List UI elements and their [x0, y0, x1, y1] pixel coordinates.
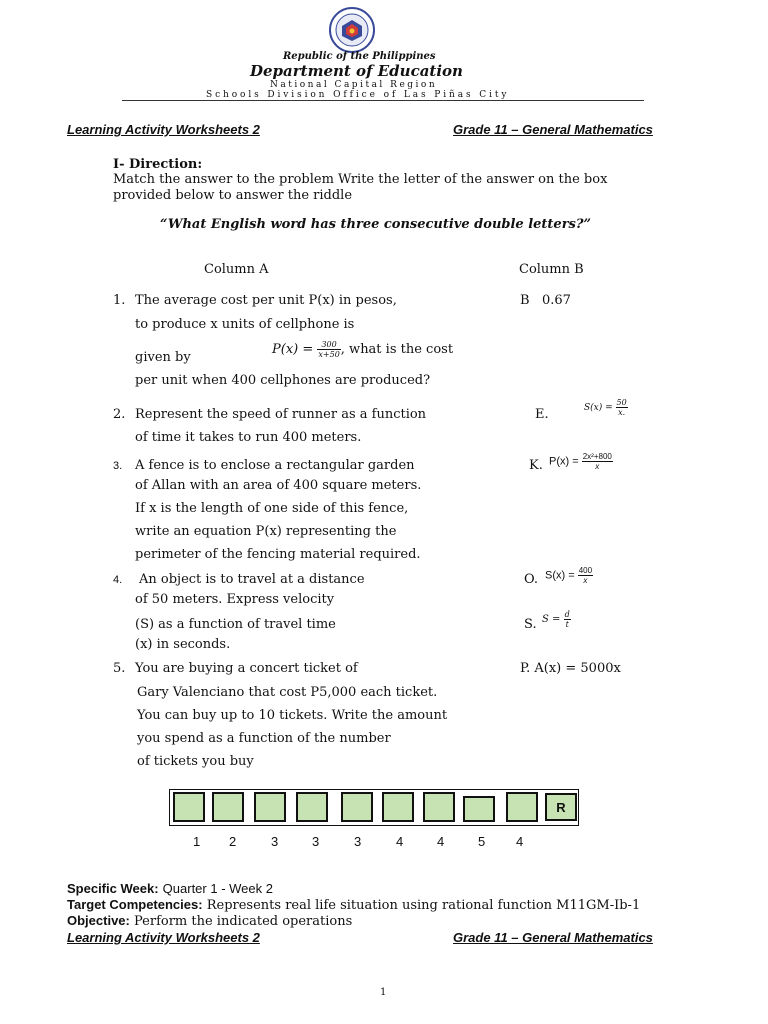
answer-box-2[interactable]	[212, 792, 244, 822]
answer-s-formula: S = $\frac{d}{t}$	[542, 610, 570, 629]
problem-1-line-3a: given by	[135, 350, 191, 365]
box-number-6: 4	[396, 834, 404, 849]
problem-4-line-4: (x) in seconds.	[135, 637, 231, 652]
target-competencies: Target Competencies: Represents real life situation using rational function M11GM-Ib-1	[67, 897, 641, 913]
answer-e-letter: E.	[535, 407, 549, 422]
deped-seal-icon	[318, 6, 386, 54]
problem-1-formula: P(x) = $\frac{300}{x+50}$ , what is the cost	[272, 340, 454, 359]
problem-3-line-1: A fence is to enclose a rectangular garden	[135, 458, 415, 473]
answer-box-9[interactable]	[506, 792, 538, 822]
box-number-1: 1	[193, 834, 201, 849]
column-b-header: Column B	[519, 262, 584, 277]
answer-box-4[interactable]	[296, 792, 328, 822]
direction-text-2: provided below to answer the riddle	[113, 188, 353, 203]
problem-4-line-2: of 50 meters. Express velocity	[135, 592, 335, 607]
header-divider	[122, 100, 644, 101]
problem-4-line-3: (S) as a function of travel time	[135, 617, 336, 632]
problem-3-line-4: write an equation P(x) representing the	[135, 524, 397, 539]
answer-box-5[interactable]	[341, 792, 373, 822]
answer-b: B 0.67	[520, 293, 571, 308]
republic-line: Republic of the Philippines	[283, 51, 436, 62]
problem-4-line-1: An object is to travel at a distance	[139, 572, 365, 587]
problem-5-line-4: you spend as a function of the number	[137, 731, 391, 746]
problem-2-line-1: Represent the speed of runner as a function	[135, 407, 427, 422]
riddle-question: “What English word has three consecutive double letters?”	[160, 217, 591, 232]
footer-grade-subject: Grade 11 – General Mathematics	[453, 930, 653, 945]
answer-box-8[interactable]	[463, 796, 495, 822]
answer-k-letter: K.	[529, 458, 543, 473]
answer-o-letter: O.	[524, 572, 539, 587]
answer-box-3[interactable]	[254, 792, 286, 822]
page-number: 1	[380, 987, 387, 998]
problem-1-line-1: The average cost per unit P(x) in pesos,	[135, 293, 397, 308]
answer-o-formula: S(x) = $\frac{400}{x}$	[545, 566, 593, 585]
direction-label: I- Direction:	[113, 157, 203, 172]
box-number-4: 3	[312, 834, 320, 849]
box-number-2: 2	[229, 834, 237, 849]
answer-p: P. A(x) = 5000x	[520, 661, 621, 676]
direction-text-1: Match the answer to the problem Write the letter of the answer on the box	[113, 172, 608, 187]
worksheet-title: Learning Activity Worksheets 2	[67, 122, 260, 137]
answer-box-7[interactable]	[423, 792, 455, 822]
problem-5-line-2: Gary Valenciano that cost P5,000 each ticket.	[137, 685, 438, 700]
problem-3-line-2: of Allan with an area of 400 square meters.	[135, 478, 422, 493]
answer-e-formula: S(x) = $\frac{50}{x.}$	[584, 398, 627, 417]
problem-5-line-5: of tickets you buy	[137, 754, 254, 769]
problem-3-number: 3.	[113, 460, 123, 472]
box-number-3: 3	[271, 834, 279, 849]
problem-1-number: 1.	[113, 293, 126, 308]
column-a-header: Column A	[204, 262, 269, 277]
objective: Objective: Perform the indicated operations	[67, 913, 353, 929]
answer-s-letter: S.	[524, 617, 537, 632]
problem-5-line-1: You are buying a concert ticket of	[135, 661, 358, 676]
specific-week: Specific Week: Quarter 1 - Week 2	[67, 881, 273, 896]
box-number-7: 4	[437, 834, 445, 849]
problem-5-number: 5.	[113, 661, 126, 676]
box-number-8: 5	[478, 834, 486, 849]
problem-3-line-3: If x is the length of one side of this fence,	[135, 501, 409, 516]
problem-1-line-4: per unit when 400 cellphones are produced?	[135, 373, 431, 388]
grade-subject: Grade 11 – General Mathematics	[453, 122, 653, 137]
problem-1-line-2: to produce x units of cellphone is	[135, 317, 355, 332]
answer-k-formula: P(x) = $\frac{\text{2x²+800}}{x}$	[549, 452, 612, 471]
problem-3-line-5: perimeter of the fencing material required.	[135, 547, 421, 562]
problem-4-number: 4.	[113, 574, 123, 586]
problem-5-line-3: You can buy up to 10 tickets. Write the amount	[137, 708, 448, 723]
division-line: Schools Division Office of Las Piñas City	[206, 90, 510, 100]
answer-box-6[interactable]	[382, 792, 414, 822]
answer-box-1[interactable]	[173, 792, 205, 822]
problem-2-line-2: of time it takes to run 400 meters.	[135, 430, 362, 445]
box-number-9: 4	[516, 834, 524, 849]
footer-worksheet-title: Learning Activity Worksheets 2	[67, 930, 260, 945]
box-number-5: 3	[354, 834, 362, 849]
answer-box-final: R	[545, 793, 577, 821]
region-line: National Capital Region	[270, 80, 438, 90]
department-title: Department of Education	[250, 62, 463, 80]
problem-2-number: 2.	[113, 407, 126, 422]
